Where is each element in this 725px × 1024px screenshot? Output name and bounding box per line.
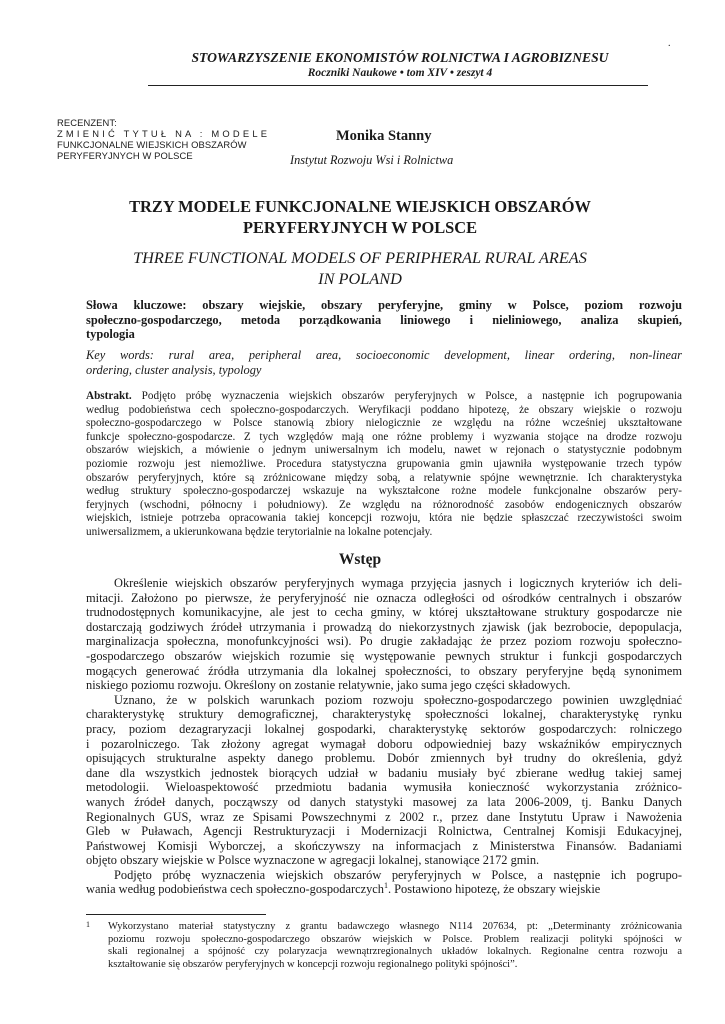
footnote-rule xyxy=(86,914,266,915)
title-pl-line: TRZY MODELE FUNKCJONALNE WIEJSKICH OBSZARÓW xyxy=(129,197,591,216)
body-line-part xyxy=(86,882,600,897)
abstract-first-line: Podjęto próbę wyznaczenia wiejskich obszarów peryferyjnych w Polsce, a następnie ich pogrupowania xyxy=(131,390,682,402)
body-line xyxy=(86,882,682,897)
title-en-line: THREE FUNCTIONAL MODELS OF PERIPHERAL RURAL AREAS xyxy=(133,248,587,267)
paper-title-en xyxy=(60,247,660,289)
author-name: Monika Stanny xyxy=(336,128,432,144)
abstract xyxy=(86,390,682,540)
abstract-line xyxy=(86,390,682,404)
header-rule xyxy=(148,85,648,86)
paper-title-pl xyxy=(60,196,660,238)
reviewer-note xyxy=(57,117,282,161)
keywords-pl-line: Słowa kluczowe: obszary wiejskie, obszary peryferyjne, gminy w Polsce, poziom rozwoju xyxy=(86,298,682,312)
keywords-en-line: Key words: rural area, peripheral area, socioeconomic development, linear ordering, non-linear xyxy=(86,348,682,362)
abstract-line: funkcje społeczno-gospodarcze. Z tych względów mają one różne problemy i wyzwania stojące na drodze rozwoju xyxy=(86,430,682,443)
body-line: metodologii. Wieloaspektowość przedmiotu badania wymusiła konieczność wykorzystania zróżnico- xyxy=(86,780,682,795)
abstract-line: społeczno-gospodarczego w Polsce stanowią zbiory nielogicznie ze względu na różne wcześniej ukształtowane xyxy=(86,417,682,430)
body-line-end: . Postawiono hipotezę, że obszary wiejskie xyxy=(387,882,601,897)
abstract-line: wiejskich, istnieje potrzeba opracowania takiej koncepcji rozwoju, która nie będzie spłaszczać rzeczywistości swoim xyxy=(86,512,682,525)
body-line: Regionalnych GUS, wraz ze Spisami Powszechnymi z 2002 r., przez dane Instytutu Upraw i Nawożenia xyxy=(86,809,682,824)
footnote-line: poziomu rozwoju społeczno-gospodarczego obszarów wiejskich w Polsce. Problem realizacji polityki spójności w xyxy=(108,933,682,945)
page-mark: . xyxy=(668,38,671,49)
abstract-label: Abstrakt. xyxy=(86,390,132,402)
body-line: niskiego poziomu rozwoju. Określony on zostanie relatywnie, jako suma jego części składowych. xyxy=(86,678,571,693)
footnote-text xyxy=(108,921,682,971)
abstract-line: obszarów wiejskich, a mówienie o jednym uniwersalnym ich modelu, nawet w rejonach o statystycznie podobnym xyxy=(86,444,682,457)
abstract-line: uniwersalizmem, a ukierunkowana będzie terytorialnie na lokalne potencjały. xyxy=(86,525,433,538)
section-title: Wstęp xyxy=(338,551,382,568)
journal-society: STOWARZYSZENIE EKONOMISTÓW ROLNICTWA I AGROBIZNESU xyxy=(191,50,609,65)
keywords-pl-line: typologia xyxy=(86,327,135,341)
body-line: opisujących strukturalne aspekty danego problemu. Dobór zmiennych był trudny do określenia, gdyż xyxy=(86,751,682,766)
body-line: -gospodarczego obszarów wiejskich rozumie się występowanie pewnych struktur i funkcji gospodarczych xyxy=(86,648,682,663)
body-line: marginalizacja społeczna, monofunkcyjności wsi). Po drugie zakładając że przez poziom rozwoju społeczno- xyxy=(86,634,682,649)
abstract-line: według struktury społeczno-gospodarczej wskazuje na wykształcone rożne modele funkcjonalne obszarów pery- xyxy=(86,485,682,498)
body-line: Uznano, że w polskich warunkach poziom rozwoju społeczno-gospodarczego powinien uwzględniać xyxy=(114,692,682,707)
body-line: trudnodostępnych komunikacyjne, ale jest to cecha gminy, w której ukształtowane struktury gospodarcze nie xyxy=(86,605,682,620)
body-line: Określenie wiejskich obszarów peryferyjnych wymaga przyjęcia jasnych i logicznych kryteriów ich deli- xyxy=(114,576,682,590)
abstract-line: obszarów peryferyjnych, które są zróżnicowane między sobą, a relatywnie spójne wewnętrznie. Ich charakterystyka xyxy=(86,471,682,484)
body-line: dane dla wszystkich jednostek biorących udział w badaniu musiały być zbierane według takiej samej xyxy=(86,765,682,780)
keywords-en xyxy=(86,348,682,377)
body-line: dostarczają godziwych źródeł utrzymania i prowadzą do niekorzystnych zjawisk (jak bezrobocie, depopulacja, xyxy=(86,619,682,634)
body-line: mogących generować źródła utrzymania dla lokalnej społeczności, to obszary peryferyjne będą synonimem xyxy=(86,663,682,678)
body-line: i pozarolniczego. Tak złożony agregat wymagał doboru odpowiedniej bazy wskaźników empirycznych xyxy=(86,736,682,751)
body-line-start: wania według podobieństwa cech społeczno-gospodarczych xyxy=(86,882,384,897)
reviewer-note-line: RECENZENT: xyxy=(57,117,117,128)
footnote-line: skali regionalnej a spójność czy polaryzacja wewnątrzregionalnych układów lokalnych. Regionalne centra rozwoju a xyxy=(108,946,682,958)
footnote-marker: 1 xyxy=(86,920,90,929)
author-affiliation: Instytut Rozwoju Wsi i Rolnictwa xyxy=(290,153,454,167)
body-line: objęto obszary wiejskie w Polsce wyznaczone w agregacji lokalnej, stanowiące 2172 gmin. xyxy=(86,853,540,868)
abstract-line: feryjnych (wschodni, północny i południowy). Ze względu na różnorodność zasobów endogenicznych obszarów xyxy=(86,498,682,511)
body-line: Podjęto próbę wyznaczenia wiejskich obszarów peryferyjnych w Polsce, a następnie ich pogrupo- xyxy=(114,867,682,882)
title-pl-line: PERYFERYJNYCH W POLSCE xyxy=(242,218,478,237)
footnote xyxy=(86,921,682,971)
footnote-ref[interactable]: 1 xyxy=(383,881,388,891)
body-text xyxy=(86,576,682,897)
abstract-line: według podobieństwa cech społeczno-gospodarczych. Weryfikacji poddano hipotezę, że obszary wiejskie o rozwoju xyxy=(86,403,682,416)
reviewer-note-line: ZMIENIĆ TYTUŁ NA : MODELE xyxy=(57,128,271,139)
title-en-line: IN POLAND xyxy=(318,269,402,288)
footnote-line: kształtowanie się obszarów peryferyjnych w koncepcji rozwoju regionalnego polityki spójności”. xyxy=(108,958,518,970)
footnote-line: Wykorzystano materiał statystyczny z grantu badawczego własnego N114 207634, pt: „Determinanty zróżnicowania xyxy=(108,921,682,932)
body-line: Państwowej Komisji Wyborczej, a skończywszy na informacjach z Ministerstwa Finansów. Badaniami xyxy=(86,838,682,853)
abstract-line: poziomie rozwoju jest niemożliwe. Procedura statystyczna grupowania gmin ujawniła występowanie trzech typów xyxy=(86,457,682,470)
reviewer-note-line: FUNKCJONALNE WIEJSKICH OBSZARÓW xyxy=(57,139,247,150)
journal-series: Roczniki Naukowe • tom XIV • zeszyt 4 xyxy=(307,67,493,79)
body-line: mitacji. Założono po pierwsze, że peryferyjność nie oznacza odległości od ośrodków centralnych i obszarów xyxy=(86,590,682,605)
body-line: charakterystykę struktury demograficznej, charakterystykę społeczności lokalnej, charakterystykę rynku xyxy=(86,707,682,722)
body-line: Gleb w Puławach, Agencji Restrukturyzacji i Modernizacji Rolnictwa, Centralnej Komisji Edukacyjnej, xyxy=(86,824,682,839)
body-line: pracy, poziom dezagraryzacji lokalnej gospodarki, charakterystykę sektorów gospodarczych: rolniczego xyxy=(86,721,682,736)
keywords-en-line: ordering, cluster analysis, typology xyxy=(86,362,262,377)
keywords-pl xyxy=(86,298,682,342)
body-line: wanych źródeł danych, począwszy od danych statystyki masowej za lata 2006-2009, tj. Banku Danych xyxy=(86,794,682,809)
keywords-pl-line: społeczno-gospodarczego, metoda porządkowania liniowego i nieliniowego, analiza skupień, xyxy=(86,312,682,327)
reviewer-note-line: PERYFERYJNYCH W POLSCE xyxy=(57,150,193,161)
